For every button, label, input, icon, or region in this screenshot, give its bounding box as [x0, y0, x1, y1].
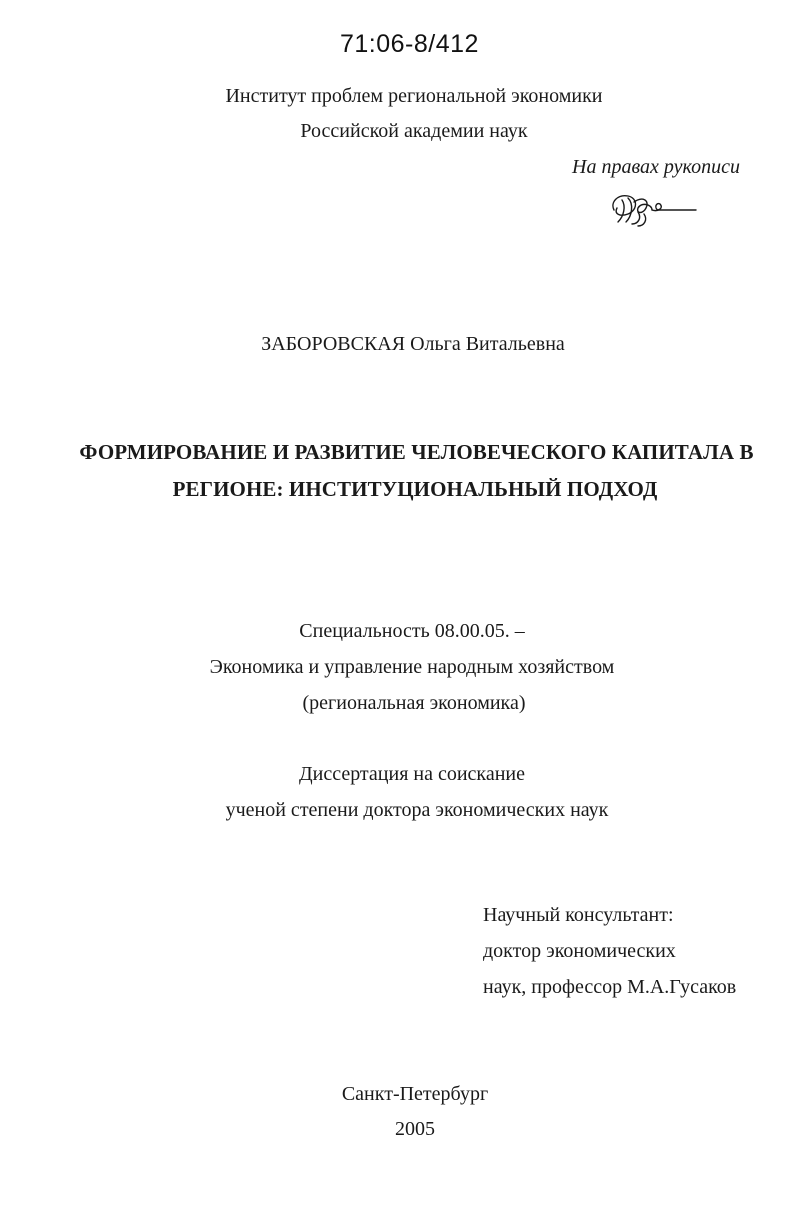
specialty-code: Специальность 08.00.05. –	[299, 620, 525, 642]
institution-line-1: Институт проблем региональной экономики	[225, 85, 603, 107]
author-name: ЗАБОРОВСКАЯ Ольга Витальевна	[261, 333, 565, 355]
advisor-name: наук, профессор М.А.Гусаков	[483, 976, 737, 998]
signature-icon	[608, 188, 700, 228]
catalog-number: 71:06-8/412	[340, 30, 479, 58]
institution-line-2: Российской академии наук	[300, 120, 528, 142]
dissertation-title-line-1: ФОРМИРОВАНИЕ И РАЗВИТИЕ ЧЕЛОВЕЧЕСКОГО КАПИТАЛА В	[79, 440, 754, 464]
dissertation-type-line-1: Диссертация на соискание	[298, 763, 526, 785]
manuscript-note: На правах рукописи	[572, 156, 740, 178]
year: 2005	[395, 1118, 435, 1140]
dissertation-title-line-2: РЕГИОНЕ: ИНСТИТУЦИОНАЛЬНЫЙ ПОДХОД	[172, 477, 658, 501]
dissertation-type-line-2: ученой степени доктора экономических наук	[225, 799, 609, 821]
specialty-subfield: (региональная экономика)	[302, 692, 526, 714]
advisor-label: Научный консультант:	[483, 904, 674, 926]
specialty-name: Экономика и управление народным хозяйством	[209, 656, 615, 678]
advisor-degree: доктор экономических	[483, 940, 676, 962]
city: Санкт-Петербург	[341, 1083, 489, 1105]
